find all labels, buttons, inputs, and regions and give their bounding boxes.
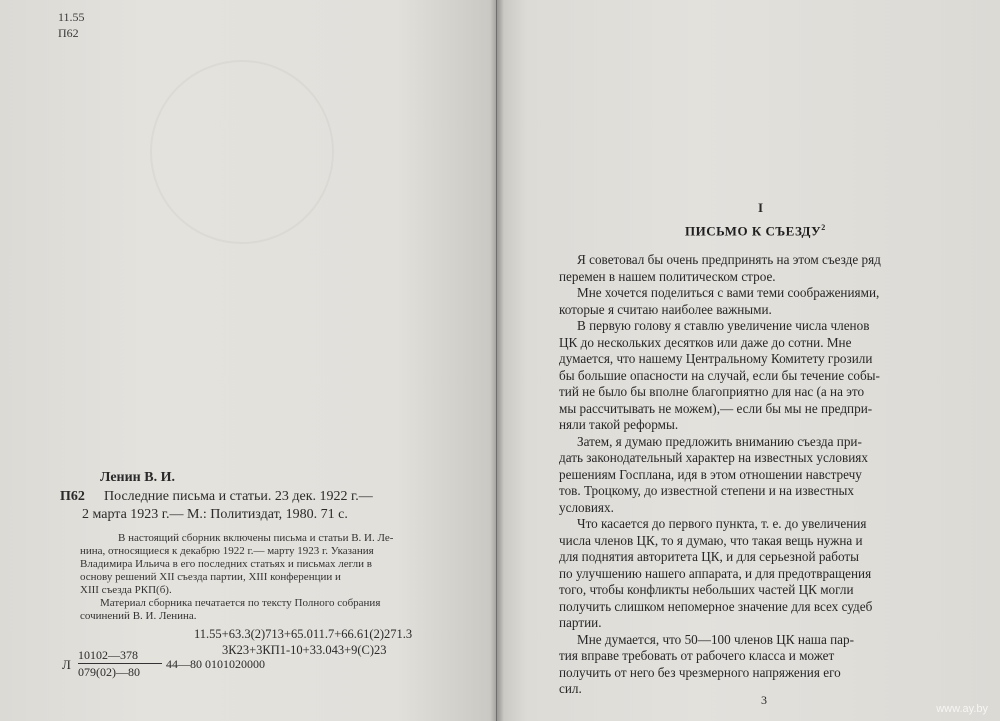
body-line-23: партии. xyxy=(559,615,602,630)
body-line-20: по улучшению нашего аппарата, и для предотвращения xyxy=(559,565,872,581)
body-line-2: перемен в нашем политическом строе. xyxy=(559,268,776,284)
body-line-14: решениям Госплана, идя в этом отношении навстречу xyxy=(559,466,862,482)
annotation-line-1: В настоящий сборник включены письма и статьи В. И. Ле- xyxy=(118,532,394,544)
author-name: Ленин В. И. xyxy=(100,470,175,485)
body-line-11: няли такой реформы. xyxy=(559,417,679,432)
fraction-line xyxy=(78,663,162,664)
left-page xyxy=(0,0,496,721)
letter-heading xyxy=(685,223,826,239)
imprint-numerator: 10102—378 xyxy=(78,648,138,662)
imprint-rest: 44—80 0101020000 xyxy=(166,657,265,671)
body-line-3: Мне хочется поделиться с вами теми соображениями, xyxy=(577,285,880,300)
body-line-5: В первую голову я ставлю увеличение числа членов xyxy=(577,318,870,333)
annotation-line-2: нина, относящиеся к декабрю 1922 г.— марту 1923 г. Указания xyxy=(80,545,374,557)
section-numeral: I xyxy=(758,200,764,215)
site-watermark: www.ay.by xyxy=(936,703,988,715)
body-line-7: думается, что нашему Центральному Комитету грозили xyxy=(559,351,873,366)
body-line-13: дать законодательный характер на известных условиях xyxy=(559,450,868,465)
imprint-denominator: 079(02)—80 xyxy=(78,665,140,679)
body-line-4: которые я считаю наиболее важными. xyxy=(559,301,772,317)
body-line-12: Затем, я думаю предложить вниманию съезда при- xyxy=(577,433,862,449)
class-code: 11.55 xyxy=(58,10,85,24)
heading-footnote: 2 xyxy=(821,223,826,232)
source-line-1: Материал сборника печатается по тексту Полного собрания xyxy=(100,597,381,609)
annotation-line-4: основу решений XII съезда партии, XIII конференции и xyxy=(80,571,341,583)
body-line-10: мы рассчитывать не можем),— если бы мы не предпри- xyxy=(559,400,873,416)
body-line-17: Что касается до первого пункта, т. е. до увеличения xyxy=(577,516,867,531)
title-line-1: Последние письма и статьи. 23 дек. 1922 г.— xyxy=(104,489,373,504)
show-through-emblem xyxy=(150,60,334,244)
body-line-18: числа членов ЦК, то я думаю, что такая вещь нужна и xyxy=(559,532,863,548)
bbk-line-1: 11.55+63.3(2)713+65.011.7+66.61(2)271.3 xyxy=(194,627,413,641)
body-line-25: тия вправе требовать от рабочего класса и может xyxy=(559,648,835,663)
right-page xyxy=(497,0,1000,721)
body-line-9: тий не было бы вполне благоприятно для нас (а на это xyxy=(559,384,865,399)
body-line-24: Мне думается, что 50—100 членов ЦК наша пар- xyxy=(577,631,854,647)
body-line-22: получить слишком непомерное значение для всех судеб xyxy=(559,598,873,614)
body-line-19: для поднятия авторитета ЦК, и для серьезной работы xyxy=(559,549,860,564)
body-line-1: Я советовал бы очень предпринять на этом съезде ряд xyxy=(577,252,881,267)
title-line-2: 2 марта 1923 г.— М.: Политиздат, 1980. 71 с. xyxy=(82,507,348,522)
index-code: П62 xyxy=(58,26,79,40)
body-line-27: сил. xyxy=(559,681,582,696)
body-line-8: бы большие опасности на случай, если бы течение собы- xyxy=(559,367,880,383)
body-line-26: получить от него без чрезмерного напряжения его xyxy=(559,664,841,680)
bbk-line-2: 3К23+3КП1-10+33.043+9(С)23 xyxy=(222,643,387,657)
heading-text: ПИСЬМО К СЪЕЗДУ xyxy=(685,223,822,239)
book-gutter xyxy=(490,0,504,721)
annotation-line-5: XIII съезда РКП(б). xyxy=(80,584,172,596)
body-line-21: того, чтобы конфликты небольших частей ЦК могли xyxy=(559,582,854,597)
body-line-16: условиях. xyxy=(559,499,614,515)
page-number: 3 xyxy=(761,693,767,707)
source-line-2: сочинений В. И. Ленина. xyxy=(80,610,197,622)
body-line-6: ЦК до нескольких десятков или даже до сотни. Мне xyxy=(559,334,852,350)
imprint-letter: Л xyxy=(62,657,71,672)
body-line-15: тов. Троцкому, до известной степени и на известных xyxy=(559,483,854,498)
annotation-line-3: Владимира Ильича в его последних статьях и письмах легли в xyxy=(80,558,372,570)
index-mark: П62 xyxy=(60,489,85,504)
